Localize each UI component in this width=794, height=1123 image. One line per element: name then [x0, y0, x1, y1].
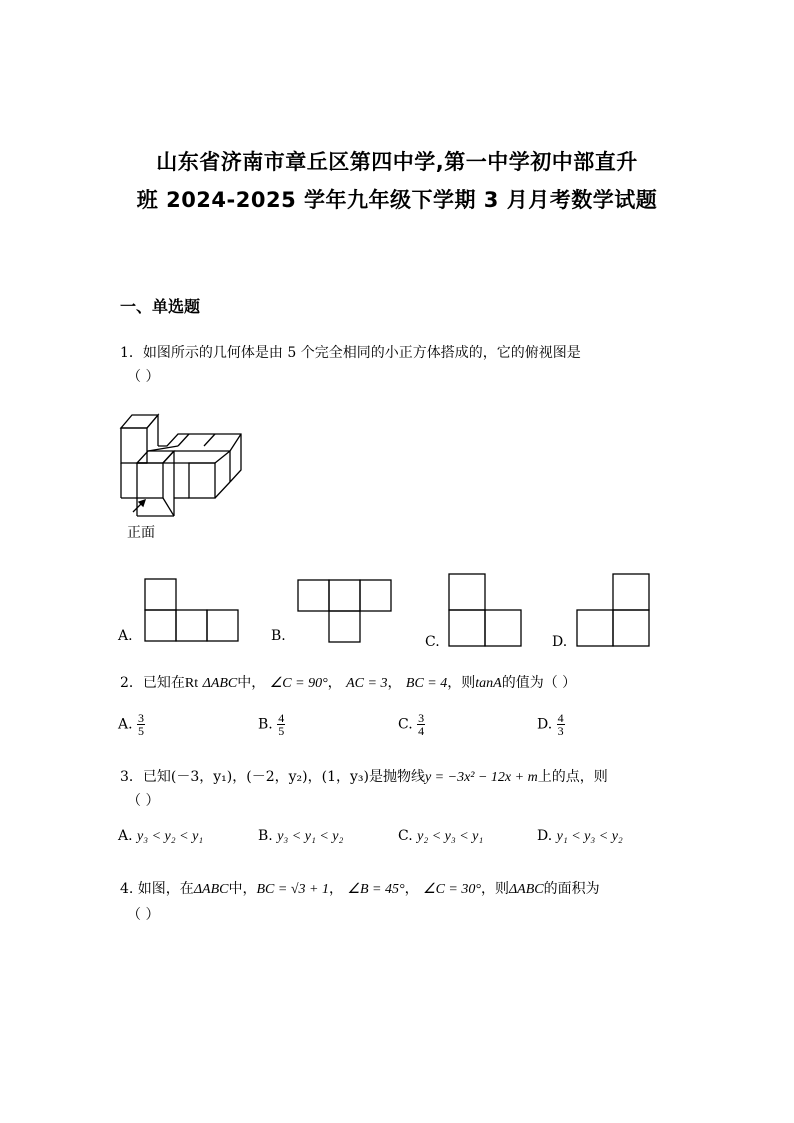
q2-option-d-fraction: $\frac{4}{3}$	[557, 711, 564, 738]
q2-option-b[interactable]	[258, 712, 285, 737]
q1-option-c-label[interactable]: C.	[425, 634, 440, 650]
q1-text: 1．如图所示的几何体是由 5 个完全相同的小正方体搭成的，它的俯视图是	[120, 345, 581, 361]
q3-option-d-letter: D.	[537, 828, 553, 844]
q2-option-d-letter: D.	[537, 716, 553, 733]
q1-front-label: 正面	[127, 525, 155, 541]
q3-option-b-expr: y₃ < y₁ < y₂	[277, 829, 344, 844]
q4-triangle: ΔABC	[193, 882, 229, 897]
q2-option-d[interactable]	[537, 712, 565, 737]
q2-option-b-letter: B.	[258, 716, 273, 733]
q2-mid: 中，	[237, 675, 266, 691]
q4-mid: 中，	[228, 881, 257, 897]
q2-post: 的值为（ ）	[501, 675, 577, 691]
doc-title-line2: 班 2024-2025 学年九年级下学期 3 月月考数学试题	[136, 188, 658, 212]
q1-option-c-figure	[448, 572, 524, 648]
q2-pre: 2．已知在	[120, 675, 185, 691]
q1-option-d-label[interactable]: D.	[552, 634, 568, 650]
q2-bc: BC = 4	[405, 676, 448, 691]
q1-option-d-figure	[576, 572, 652, 648]
q2-tan: tanA	[475, 676, 502, 691]
q1-option-b-figure	[297, 578, 393, 644]
q2-option-a-letter: A.	[118, 716, 133, 733]
q3-option-a-expr: y₃ < y₂ < y₁	[137, 829, 204, 844]
q2-angle: ∠C = 90°	[269, 676, 328, 691]
q1-option-b-label[interactable]: B.	[271, 628, 286, 644]
q1-option-a-label[interactable]: A.	[118, 628, 133, 644]
q4-angle-c: ∠C = 30°	[423, 882, 481, 897]
q3-option-c-letter: C.	[398, 828, 413, 844]
q3-curve: y = −3x² − 12x + m	[424, 770, 538, 785]
q3-option-b[interactable]	[258, 828, 343, 845]
q1-solid-figure	[115, 408, 250, 523]
q4-paren: （ ）	[127, 907, 160, 923]
q3-option-a-letter: A.	[118, 828, 133, 844]
q3-option-b-letter: B.	[258, 828, 273, 844]
q2-stem: 2．已知在Rt ΔABC中， ∠C = 90°， AC = 3， BC = 4，则tanA的值为（ ）	[120, 675, 577, 691]
section-heading: 一、单选题	[120, 297, 201, 316]
q2-triangle: ΔABC	[202, 676, 238, 691]
doc-title-line1: 山东省济南市章丘区第四中学,第一中学初中部直升	[156, 150, 638, 174]
q2-then: ，则	[447, 675, 476, 691]
q2-rt: Rt	[184, 676, 199, 691]
q2-option-c[interactable]	[398, 712, 425, 737]
q1-option-a-figure	[144, 577, 240, 643]
q3-option-c[interactable]	[398, 828, 483, 845]
q4-triangle2: ΔABC	[508, 882, 544, 897]
q4-stem: 4. 如图，在ΔABC中，BC = √3 + 1， ∠B = 45°， ∠C = 30°，则ΔABC的面积为	[120, 881, 600, 897]
q2-option-c-fraction: $\frac{3}{4}$	[418, 711, 425, 738]
q2-option-a[interactable]	[118, 712, 145, 737]
q3-post: 上的点，则	[537, 769, 608, 785]
q4-angle-b: ∠B = 45°	[347, 882, 405, 897]
q3-text: 3．已知(－3，y₁)，(－2，y₂)，(1，y₃)是抛物线	[120, 769, 425, 785]
q4-bc: BC = √3 + 1	[256, 882, 329, 897]
q2-option-a-fraction: $\frac{3}{5}$	[138, 711, 145, 738]
q2-option-b-fraction: $\frac{4}{5}$	[278, 711, 285, 738]
q4-then: ，则	[480, 881, 509, 897]
q3-option-a[interactable]	[118, 828, 203, 845]
q2-ac: AC = 3	[346, 676, 388, 691]
q4-pre: 4. 如图，在	[120, 881, 194, 897]
q2-option-c-letter: C.	[398, 716, 413, 733]
q3-option-d[interactable]	[537, 828, 623, 845]
q3-stem	[120, 766, 608, 786]
q4-post: 的面积为	[543, 881, 600, 897]
q3-paren: （ ）	[127, 793, 160, 809]
q3-option-d-expr: y₁ < y₃ < y₂	[556, 829, 623, 844]
q3-option-c-expr: y₂ < y₃ < y₁	[417, 829, 484, 844]
q1-paren: （ ）	[127, 369, 160, 385]
